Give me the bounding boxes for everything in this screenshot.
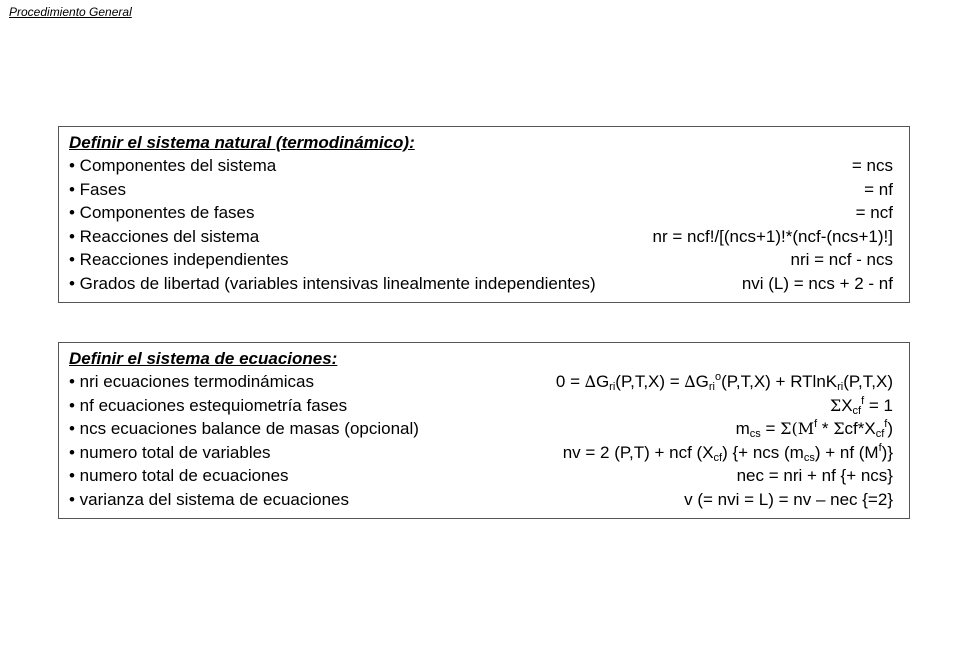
- row-label: • nri ecuaciones termodinámicas: [69, 372, 315, 391]
- row-value: $\Sigma X_{cf}^f = 1$: [829, 394, 893, 417]
- row-value: v (= nvi = L) = nv – nec {=2}: [684, 489, 893, 509]
- row-label: • ncs ecuaciones balance de masas (opcional): [69, 419, 419, 438]
- row-label: • Reacciones independientes: [69, 250, 289, 269]
- row-value: = ncf: [855, 203, 893, 222]
- row-label: • Grados de libertad (variables intensivas linealmente independientes): [69, 273, 596, 293]
- row-estequiometria-fases: [69, 394, 893, 418]
- page-header: Procedimiento General: [9, 5, 132, 19]
- row-label: • Componentes del sistema: [69, 156, 277, 175]
- row-componentes-sistema: [69, 154, 893, 178]
- row-fases: [69, 178, 893, 202]
- row-total-variables: [69, 441, 893, 465]
- equations-system-box: [58, 342, 910, 519]
- row-value: nri = ncf - ncs: [790, 250, 893, 269]
- row-value: nec = nri + nf {+ ncs}: [736, 466, 893, 485]
- row-value: $0 = \Delta G_{ri}(P,T,X) = \Delta G_{ri}^o(P,T,X) + RTlnK_{ri}(P,T,X)$: [555, 371, 893, 393]
- row-label: • numero total de variables: [69, 442, 271, 462]
- row-ecuaciones-termodinamicas: [69, 370, 893, 394]
- row-label: • varianza del sistema de ecuaciones: [69, 489, 349, 509]
- row-reacciones-sistema: [69, 225, 893, 249]
- row-reacciones-independientes: [69, 248, 893, 272]
- natural-system-title: Definir el sistema natural (termodinámico):: [69, 133, 415, 152]
- row-label: • nf ecuaciones estequiometría fases: [69, 395, 348, 415]
- row-label: • Reacciones del sistema: [69, 226, 260, 246]
- row-value: = nf: [864, 179, 893, 199]
- row-label: • Componentes de fases: [69, 203, 255, 222]
- row-value: $m_{cs} = \Sigma(M^f * \Sigma cf*X_{cf}^f)$: [735, 418, 893, 440]
- row-label: • numero total de ecuaciones: [69, 466, 289, 485]
- row-total-ecuaciones: [69, 464, 893, 488]
- row-value: = ncs: [851, 156, 893, 175]
- natural-system-box: [58, 126, 910, 303]
- row-value: nv = 2 (P,T) + ncf $(X_{cf})$ {+ ncs $(m_{cs})$ + nf $(M^f)$}: [562, 441, 893, 464]
- row-label: • Fases: [69, 179, 126, 199]
- equations-system-title: Definir el sistema de ecuaciones:: [69, 349, 338, 368]
- row-value: nvi (L) = ncs + 2 - nf: [741, 273, 893, 293]
- row-grados-libertad: [69, 272, 893, 296]
- row-varianza: [69, 488, 893, 512]
- row-value: nr = ncf!/[(ncs+1)!*(ncf-(ncs+1)!]: [652, 226, 893, 246]
- row-componentes-fases: [69, 201, 893, 225]
- row-balance-masas: [69, 417, 893, 441]
